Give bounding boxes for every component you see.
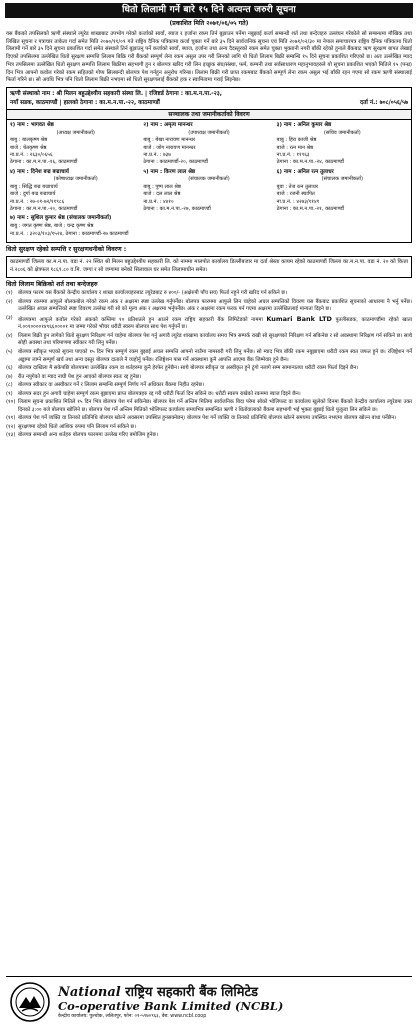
borrower-name-line: ऋणी संस्थाको नाम : श्री मिलन बहुउद्देश्यीय सहकारी संस्था लि. | रजिष्टर्ड ठेगाना : का.म.न.पा.-२३, [10, 91, 222, 98]
guarantor-role: (अध्यक्ष जमानीकर्ता) [56, 129, 95, 136]
condition-number: (५) [6, 349, 13, 355]
guarantor-father: बाबु : हिरा काजी श्रेष्ठ [276, 137, 317, 144]
guarantor-father: बाबु : जगत कृष्ण श्रेष्ठ, बाजे : चन्द्र कृष्ण श्रेष्ठ [10, 223, 94, 230]
guarantor-card [10, 215, 289, 238]
condition-number: (१२) [6, 423, 16, 430]
condition-item [6, 382, 412, 390]
guarantor-role: (सचिव जमानीकर्ता) [323, 129, 361, 136]
condition-item [6, 424, 412, 432]
condition-number: (८) [6, 382, 13, 389]
guarantor-grandfather: बाजे : चेतकृष्ण श्रेष्ठ [10, 144, 47, 151]
condition-item [6, 299, 412, 314]
borrower-address-row [10, 99, 408, 107]
condition-text-continued: पुतलीसडक, काठमाण्डौंमा रहेको खाता नं.००१००००१४९६६००००१ मा जम्मा गरेको भौचर धरौटी स्वरुप बोलपत्र साथ पेश गर्नुपर्ने छ। [18, 316, 412, 331]
condition-text: बोलपत्र स्वीकार वा अस्वीकार गर्ने र लिलाम सम्बन्धि सम्पूर्ण निर्णय गर्ने अधिकार बैंकमा निहीत रहनेछ। [18, 382, 205, 389]
guarantor-father: बुवा : तेज रत्न तुलाधर [276, 183, 318, 190]
guarantor-citizenship: ना.प्र.नं. : ७३७ [143, 151, 171, 158]
condition-text: बोलपत्र पेश गर्ने व्यक्ति वा तिनको प्रतिनिधि बोलपत्र खोल्ने अवसरमा उपस्थित हुनसक्नेछन्। बोलपत्र पेश गर्ने व्यक्ति वा तिनको प्रतिनिधि बोलपत्र खोल्ने समयमा उपस्थित नभएमा बोलपत्र खोल्न बाधा पर्नेछैन। [18, 415, 397, 422]
condition-item [6, 391, 412, 399]
bank-english-word: National [58, 984, 121, 1000]
guarantor-address: ठेगाना : काठमाण्डौं-२०, काठमाण्डौं [143, 159, 208, 166]
guarantor-role: (उपाध्यक्ष जमानीकर्ता) [188, 129, 230, 136]
condition-number: (९) [6, 390, 13, 397]
guarantor-name: नाम : भागवत श्रेष्ठ [17, 121, 54, 128]
conditions-title: धितो लिलाम बिक्रिको शर्त तथा बन्देजहरु [6, 280, 98, 288]
guarantor-citizenship: ना.प्र.नं. : २७-०१-७२/११९८६ [10, 198, 65, 205]
guarantor-number: २) [143, 121, 149, 128]
guarantors-grid [6, 120, 412, 243]
bank-address: केन्द्रीय कार्यालय: पुल्चोक, ललितपुर, फोन: ०१-५९७०९६३, वेब: www.ncbl.coop [58, 1013, 207, 1019]
guarantor-address: ठेगाना : का.म.न.पा.-२७, काठमाण्डौं [143, 205, 211, 212]
guarantor-grandfather: बाजे : दल लाल श्रेष्ठ [143, 191, 181, 198]
guarantor-father: बाबु : बालकृष्ण श्रेष्ठ [10, 137, 48, 144]
guarantor-citizenship: ना.प्र.नं. : ४४१० [143, 198, 174, 205]
guarantor-citizenship: ना.प्र.नं. : ४२७३/११४१ [276, 198, 320, 205]
guarantor-name: नाम : सुशिल कुमार श्रेष्ठ (संचालक जमानीकर्ता) [17, 215, 112, 222]
guarantor-number: ३) [276, 121, 282, 128]
guarantor-name: नाम : दिनेश बज्र बज्राचार्य [17, 168, 69, 175]
guarantor-address: ठेगाना : का.म.न.पा.-२१, काठमाण्डौं [276, 205, 345, 212]
guarantor-grandfather: बाजे : रजनी स्थापित [276, 191, 315, 198]
guarantor-grandfather: बाजे : दुर्गा बज्र बज्राचार्य [10, 191, 56, 198]
guarantor-role: (संचालक जमानीकर्ता) [188, 176, 230, 183]
land-section-title: धितो सुरक्षण रहेको सम्पत्ति र सुरक्षणधनीको विवरण : [6, 245, 127, 253]
condition-text: बोलपत्रमा आफुले कवोल गरेको अंकको कम्तिमा १० प्रतिशतले हुन आउने रकम राष्ट्रिय सहकारी बैंक लिमिटेडको नाममा [18, 316, 263, 323]
guarantor-card [10, 169, 141, 214]
guarantor-row [10, 215, 408, 238]
guarantor-father: बाबु : पुष्प लाल श्रेष्ठ [143, 183, 181, 190]
guarantor-grandfather: बाजे : जोग नारायण मानन्धर [143, 144, 196, 151]
guarantor-name: नाम : किरण लाल श्रेष्ठ [150, 168, 196, 175]
condition-number: (२) [6, 298, 13, 305]
conditions-list [6, 290, 412, 439]
guarantor-father: बाबु : बेखा नारायण मानन्धर [143, 137, 196, 144]
guarantor-number: ५) [143, 168, 149, 175]
condition-item [6, 374, 412, 382]
condition-text: लिलाम बिक्री हुन लागेको धितो सुरक्षण निरिक्षण गर्न चाहेमा बोलपत्र पेश गर्नु अगावै ल्युरेड शाखामा कार्यालय समय भित्र सम्पर्क राखी सो सुरक्षणको निरिक्षण गर्न सकिनेछ र सो अवस्थामा निरिक्षण गर्न सकिने छ। साथै सोही अवस्था तथा परिमाणमा स्वीकार गरी लिनु पर्नेछ। [18, 332, 412, 347]
condition-text: रीत नपुगेको वा म्याद नाघी पेश हुन आएको बोलपत्र स्वतः रद्द हुनेछ। [18, 373, 142, 380]
condition-item [6, 333, 412, 348]
condition-text: बोलपत्र दाखिला मै सकेपछि बोलपत्रमा उल्लेखित रकम वा शर्तहरुमा कुनै हेरफेर हुनेछैन। साथै बोलपत्र स्वीकृत वा अस्वीकृत हुने टुंगो नलागे सम्म सामान्यतया धरौटी रकम फिर्ता दिइने छैन। [18, 365, 359, 372]
guarantor-address: ठेगाना : का.म.न.पा.-२४, काठमाण्डौं [276, 159, 345, 166]
guarantor-address: ठेगाना : का.म.न.पा.-१६, काठमाण्डौं [10, 159, 78, 166]
guarantor-number: १) [10, 121, 16, 128]
condition-item [6, 399, 412, 414]
condition-text: बोलपत्र फारम यस बैंकको केन्द्रीय कार्यालय र शाखा कार्यालयहरुबाट ल्युरेडबाट रु ४००/- (अक्षेरुपी पाँच सय) फिर्ता नहुने गरी खरिद गर्न सकिने छ। [18, 290, 287, 297]
guarantor-role: (संचालक जमानीकर्ता) [321, 176, 364, 183]
condition-item [6, 415, 412, 423]
condition-number: (१०) [6, 399, 16, 406]
condition-text: बोलपत्र सदर हुन अगावै चाहेमा सम्पूर्ण रकम बुझाएमा प्राप्त बोलपत्रहरु रद्द गरी धरौटी फिर्ता दिन सकिने छ। धरौटी स्वरुप राखेको रकममा ब्याज दिइने छैन। [18, 390, 301, 397]
condition-number: (११) [6, 415, 16, 422]
bank-footer [6, 976, 412, 1024]
condition-item [6, 365, 412, 373]
guarantor-name: नाम : अनिल कुमार श्रेष्ठ [283, 121, 332, 128]
condition-number: (६) [6, 365, 13, 372]
bank-name-kumari: Kumari Bank LTD [266, 314, 332, 323]
guarantor-card [143, 169, 274, 214]
land-description: काठमाण्डौं जिल्ला का.म.न.पा. वडा नं. २२ स्थित श्री मिलन बहुउद्देश्यीय सहकारी लि. को नाममा मालपोत कार्यालय डिल्लीबजार मा दर्ता श्रेस्ता कायम रहेको काठमाण्डौं जिल्ला का.म.न.पा. वडा नं. २० को कित्ता नं.२८०६ को क्षेत्रफल १८६९.८० व.मि. जग्गा र सो जग्गामा बनेको सिलावाल घर समेत लिलामाधीन समेत। [6, 256, 412, 278]
borrower-box [6, 87, 412, 110]
borrower-reg-number: दर्ता नं.: ७०८/०५६/५७ [359, 99, 408, 106]
borrower-address-line: नयाँ सडक, काठमाण्डौं | हालको ठेगाना : का.म.न.पा.-२२, काठमाण्डौं [10, 99, 160, 106]
guarantor-address: ठेगाना : का.म.न.पा.-२०, काठमाण्डौं [10, 205, 78, 212]
guarantor-number: ६) [276, 168, 282, 175]
condition-text-wrap [18, 315, 412, 332]
guarantor-name: नाम : अमृत्य मानन्धर [150, 121, 193, 128]
guarantor-row [10, 169, 408, 214]
condition-number: (१) [6, 290, 13, 297]
condition-item [6, 349, 412, 364]
guarantor-citizenship: ना.प्र.नं. : ३२०३/१०३/१५२४, ठेगाना : काठमाण्डौं-२७ काठमाण्डौं [10, 230, 129, 237]
guarantor-card [277, 122, 408, 167]
condition-text: लिलाम सूचना प्रकाशित मितिले १५ दिन भित्र बोलपत्र पेश गर्न सकिनेछ। बोलपत्र पेश गर्ने अन्तिम मितिमा सार्वजनिक बिदा परेमा सोको भोलिपल्ट वा कार्यालय खुलेको दिनमा बैंकको केन्द्रीय कार्यालय ल्युरेडमा उक्त दिनको ३:०० बजे बोलपत्र खोलिने छ। बोलपत्र पेश गर्ने अन्तिम मितिको भोलिपल्ट कार्यालय समयभित्र सम्बन्धित ऋणी र धितोवालाको बैंकमा सहभागी भई भुक्ता बुझाई धितो फुकुवा लिन सकिने छ। [18, 399, 412, 413]
guarantor-row [10, 122, 408, 167]
guarantors-title: सञ्चालक तथा जमानीकर्ताको विवरण [6, 110, 412, 120]
guarantor-grandfather: बाजे : रत्न मान श्रेष्ठ [276, 144, 314, 151]
guarantor-card [277, 169, 408, 214]
guarantor-card [10, 122, 141, 167]
condition-text: बोलपत्र रकममा आफुले बोलकबोल गरेको रकम अंक र अक्षरमा स्पष्ट उल्लेख गर्नुपर्नेछ। बोलपत्र फारममा आफुले लिन चाहेको अचल सम्पत्तिको विवरण यस बैंकबाट प्रकाशित सूचनाको आधारमा नै भर्नु पर्नेछ। उल्लेखित अचल सम्पत्तिको स्पष्ट विवरण उल्लेख गरी सो को मूल्य अंक र अक्षरमा भर्नुपर्नेछ। अंक र अक्षरमा रकम फरक पर्न गएमा अक्षरमा उल्लेखितलाई मान्यता दिइने छ। [18, 298, 412, 313]
condition-item [6, 290, 412, 298]
publish-date: (प्रकाशित मिति २०७१/०६/०५ गते) [169, 20, 249, 27]
guarantor-citizenship: ना.प्र.नं. : ११९६३ [276, 151, 310, 158]
bank-nepali-name: राष्ट्रिय सहकारी बैंक लिमिटेड [125, 984, 258, 1000]
guarantor-number: ७) [10, 215, 16, 222]
guarantor-number: ४) [10, 168, 16, 175]
bank-english-name: Co-operative Bank Limited (NCBL) [58, 998, 284, 1013]
guarantor-role: (कोषाध्यक्ष जमानीकर्ता) [53, 176, 98, 183]
condition-number: (४) [6, 332, 13, 339]
guarantor-citizenship: ना.प्र.नं. : २६३०/०६५६ [10, 151, 53, 158]
guarantor-card [143, 122, 274, 167]
condition-number: (७) [6, 373, 13, 380]
guarantor-father: बाबु : सिद्धि बज्र बज्राचार्य [10, 183, 58, 190]
intro-paragraph: यस बैंकको तपसिलको ऋणी संस्थाले ल्युरेड शाखाबाट उपभोग गरेको कर्जाको सावाँ, ब्याज र हर्जाना रकम तिर्न बुझाउन पर्नेमा नबुझाई कर्जा सम्बन्धी शर्त तथा बन्देजहरु उल्लंघन गरेकोले सो सम्बन्धमा मौखिक तथा लिखित सूचना र पत्राचार ताकेता गर्दा समेत मिति २०७०/११/०९ गते राष्ट्रिय दैनिक पत्रिकामा कर्जा चुक्ता गर्ने बारे ३५ दिने सार्वजनिक सूचना एवं मिति २०७१/०२/३० मा नेपाल समाचारपत्र राष्ट्रिय दैनिक पत्रिकामा धितो लिलामी गर्ने बारे ३५ दिने सूचना प्रकाशित गर्दा समेत संस्थाले तिर्न बुझाउनु पर्ने कर्जाको सावाँ, ब्याज, हर्जाना तथा अन्य दैदस्तुरको रकम समेत चुक्ता भुक्तानी नगरी बाँकी रहेको हुनाले बैंकबाट ऋण सुरक्षण बापत लेखाई दिएको तपसिलमा उल्लेखित धितो सुरक्षण सम्पत्ति लिलाम बिक्रि गरी बैंकको सम्पूर्ण लेना रकम असुल उपर गरी लिनको लागि यो धितो लिलाम बिक्री सम्बन्धि १५ दिने सूचना प्रकाशित गरिएको छ। अतः उल्लेखित म्याद भित्र तपसिलमा उल्लेखित धितो सुरक्षण सम्पत्ति लिलाम बिक्रीमा सहभागी हुन र बोलपत्र खरिद गरी लिन इच्छुक संघ/संस्था, फर्म, कम्पनी तथा सर्वसाधारण महानुभावहरुले यो सूचना प्रकाशित भएको मितिले १५ (पन्ध्र) दिन भित्र आफ्नो कवोल गरेको रकम सहितको गोप्य सिलबन्दी बोलपत्र पेश गर्नहुन अनुरोध गरिन्छ। लिलाम बिक्री गरी प्राप्त रकमबाट बैंकको सम्पूर्ण लेना रकम असुल भई बाँकी रहन गएमा सो रकम ऋणी संस्थालाई फिर्ता गरिने छ। सो अवधि भित्र पनि धितो लिलाम बिक्री नभएमा सो धितो सुरक्षणलाई बैंकको हक र स्वामित्वमा गराई लिइनेछ। [6, 30, 412, 84]
bank-name-block [58, 985, 412, 1020]
guarantor-name: नाम : अनिल रत्न तुलाधर [283, 168, 334, 175]
condition-text: बोलपत्र सम्बन्धी अन्य शर्तहरु बोलपत्र फारममा उल्लेख गरिए बमोजिम हुनेछ। [18, 432, 158, 439]
condition-text: बोलपत्र स्वीकृत भएको सूचना पाएको १५ दिन भित्र सम्पूर्ण रकम बुझाई अचल सम्पत्ति आफ्नो नाउँमा नामसारी गरी लिनु पर्नेछ। सो म्याद भित्र बाँकी रकम नबुझाएमा धरौटी रकम स्वत जफत हुने छ। रजिष्ट्रेशन गर्ने अड्डामा लाग्ने सम्पूर्ण खर्च तथा अन्य दस्तुर बोलपत्र दाताले नै व्यहोर्नु पर्नेछ। रजिष्ट्रेशन पास गर्ने अवस्थामा कुनै आपत्ति आएमा बैंक जिम्मेवार हुने छैन। [18, 349, 412, 363]
condition-item [6, 315, 412, 332]
notice-banner: धितो लिलामी गर्ने बारे १५ दिने अत्यन्त जरुरी सूचना [5, 3, 413, 18]
bank-logo-icon [10, 982, 50, 1022]
condition-item [6, 432, 412, 440]
condition-number: (३) [6, 314, 13, 321]
condition-number: (१३) [6, 432, 16, 439]
condition-text: सुरक्षणमा रहेको धितो आंशिक रुपमा पनि लिलाम गर्न सकिने छ। [18, 423, 137, 430]
